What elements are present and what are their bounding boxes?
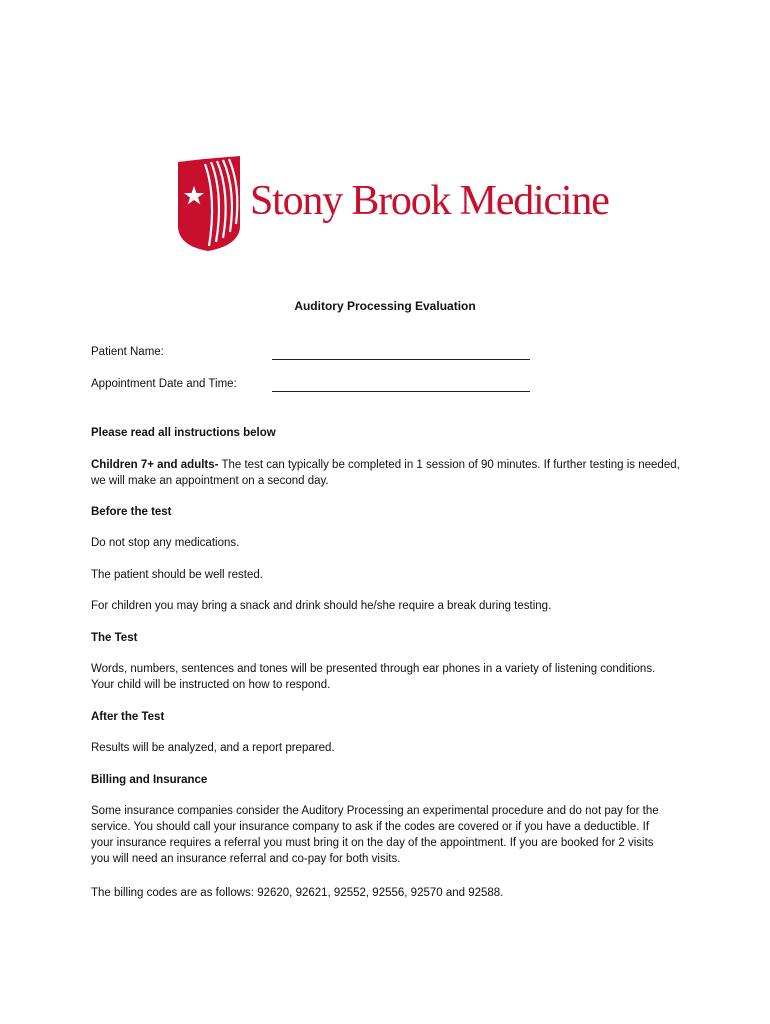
page-title: Auditory Processing Evaluation	[294, 299, 476, 313]
appointment-label: Appointment Date and Time:	[91, 378, 237, 390]
billing-heading: Billing and Insurance	[91, 774, 208, 786]
patient-name-label: Patient Name:	[91, 346, 164, 358]
appointment-blank[interactable]	[272, 391, 530, 392]
before-test-line: Do not stop any medications.	[91, 537, 240, 549]
intro-bold: Children 7+ and adults-	[91, 459, 219, 471]
stony-brook-logo	[174, 156, 609, 252]
intro-paragraph	[91, 457, 691, 489]
the-test-heading: The Test	[91, 632, 138, 644]
logo-wordmark: Stony Brook Medicine	[250, 178, 609, 224]
before-test-heading: Before the test	[91, 506, 172, 518]
billing-codes: The billing codes are as follows: 92620, 92621, 92552, 92556, 92570 and 92588.	[91, 887, 504, 899]
shield-icon	[174, 156, 244, 252]
billing-paragraph: Some insurance companies consider the Auditory Processing an experimental procedure and do not pay for the service. You should call your insurance company to ask if the codes are covered or if you have a deductible. If your insurance requires a referral you must bring it on the day of the appointment. If you are booked for 2 visits you will need an insurance referral and co-pay for both visits.	[91, 805, 659, 865]
patient-name-blank[interactable]	[272, 359, 530, 360]
before-test-line: The patient should be well rested.	[91, 569, 263, 581]
instructions-heading: Please read all instructions below	[91, 427, 276, 439]
the-test-paragraph: Words, numbers, sentences and tones will be presented through ear phones in a variety of listening conditions. Your child will be instructed on how to respond.	[91, 663, 656, 691]
intro-text: The test can typically be completed in 1 session of 90 minutes. If further testing is needed, we will make an appointment on a second day.	[91, 459, 680, 487]
before-test-line: For children you may bring a snack and drink should he/she require a break during testing.	[91, 600, 552, 612]
after-test-heading: After the Test	[91, 711, 165, 723]
after-test-paragraph: Results will be analyzed, and a report prepared.	[91, 742, 335, 754]
